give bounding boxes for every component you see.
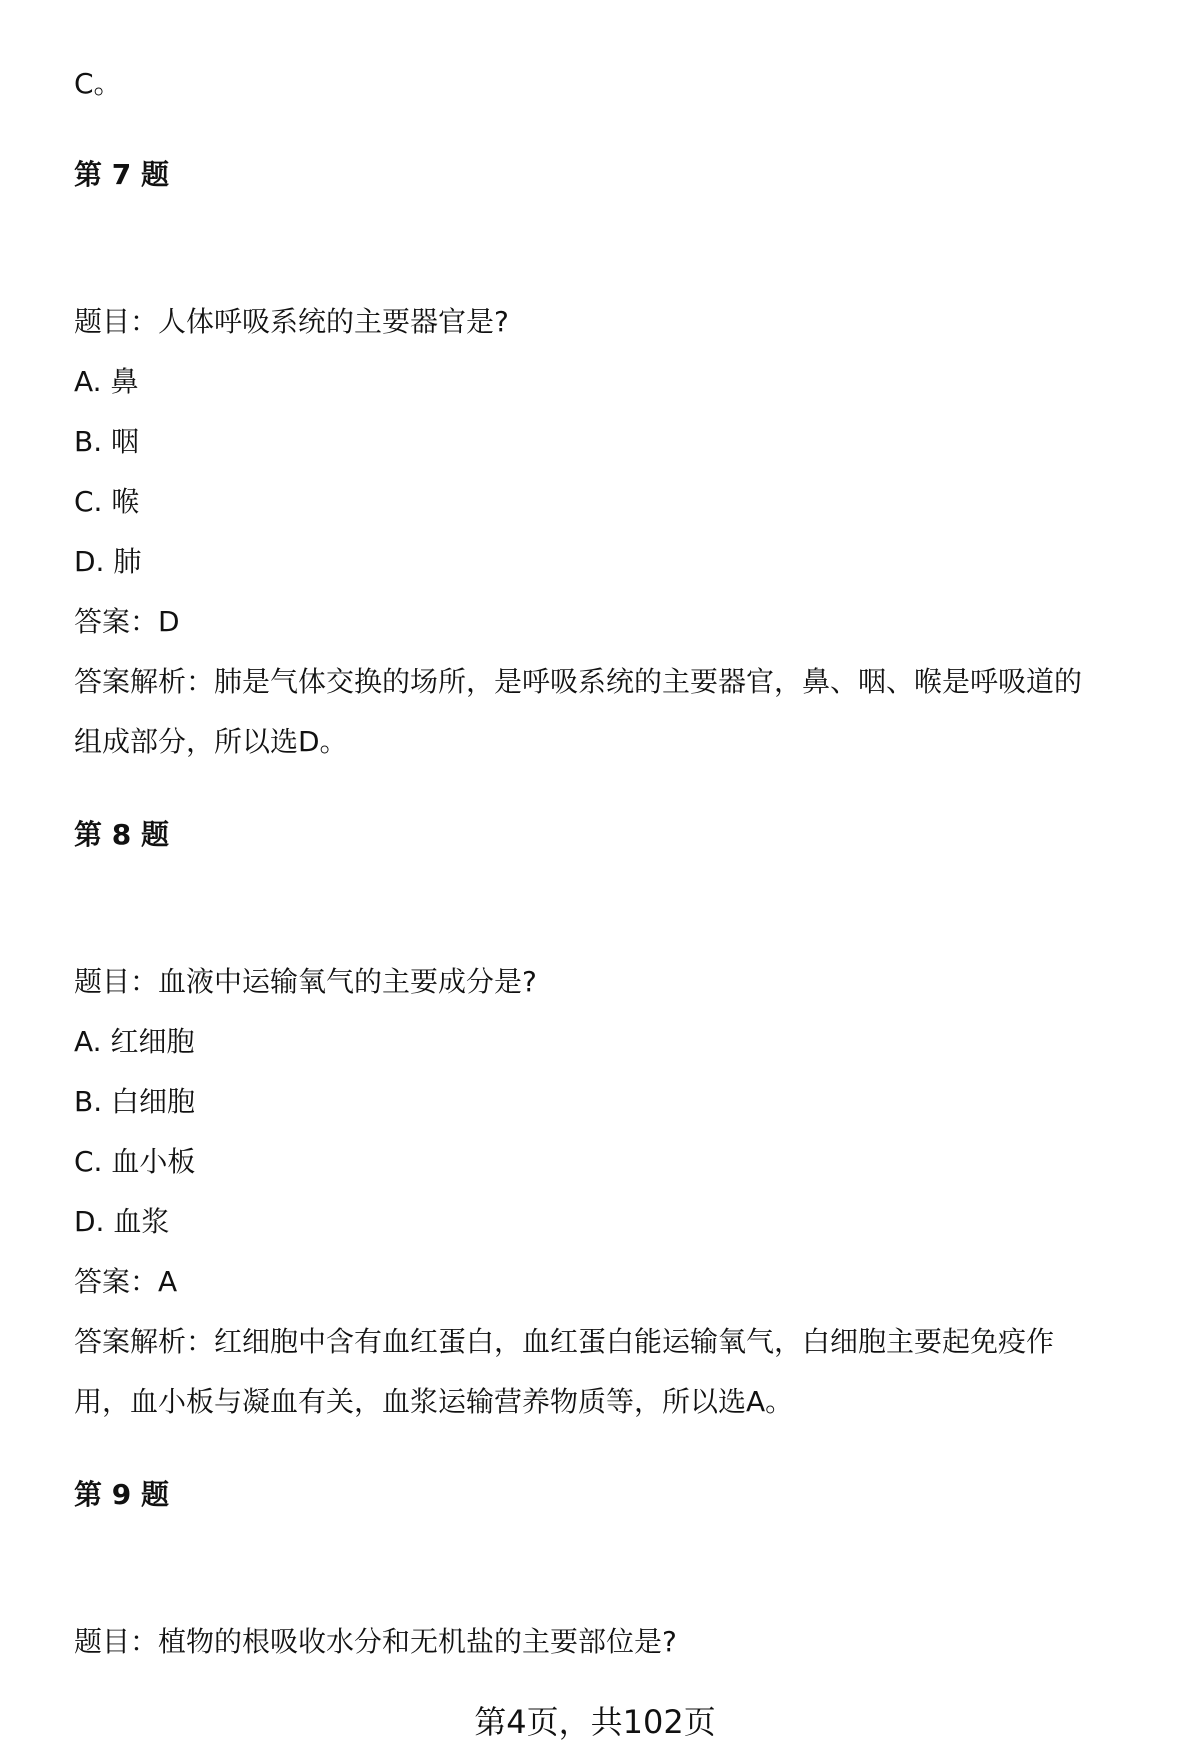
question-7-option-b: B. 咽 <box>74 425 140 458</box>
question-9-heading: 第 9 题 <box>74 1478 169 1511</box>
question-7-option-a: A. 鼻 <box>74 365 139 398</box>
previous-answer-tail: C。 <box>74 67 122 100</box>
question-7-heading: 第 7 题 <box>74 158 169 191</box>
question-8-explanation-line-1: 答案解析：红细胞中含有血红蛋白，血红蛋白能运输氧气，白细胞主要起免疫作 <box>74 1325 1055 1358</box>
question-7-option-d: D. 肺 <box>74 545 142 578</box>
question-8-heading: 第 8 题 <box>74 818 169 851</box>
question-8-answer: 答案：A <box>74 1265 178 1298</box>
question-8-explanation-line-2: 用，血小板与凝血有关，血浆运输营养物质等，所以选A。 <box>74 1385 794 1418</box>
question-7-answer: 答案：D <box>74 605 180 638</box>
question-8-option-d: D. 血浆 <box>74 1205 170 1238</box>
question-8-option-a: A. 红细胞 <box>74 1025 195 1058</box>
question-8-prompt: 题目：血液中运输氧气的主要成分是? <box>74 965 537 998</box>
question-7-option-c: C. 喉 <box>74 485 140 518</box>
question-8-option-b: B. 白细胞 <box>74 1085 196 1118</box>
question-7-explanation-line-2: 组成部分，所以选D。 <box>74 725 348 758</box>
page-number-footer: 第4页，共102页 <box>474 1703 716 1741</box>
question-7-prompt: 题目：人体呼吸系统的主要器官是? <box>74 305 509 338</box>
question-7-explanation-line-1: 答案解析：肺是气体交换的场所，是呼吸系统的主要器官，鼻、咽、喉是呼吸道的 <box>74 665 1083 698</box>
question-8-option-c: C. 血小板 <box>74 1145 196 1178</box>
question-9-prompt: 题目：植物的根吸收水分和无机盐的主要部位是? <box>74 1625 677 1658</box>
